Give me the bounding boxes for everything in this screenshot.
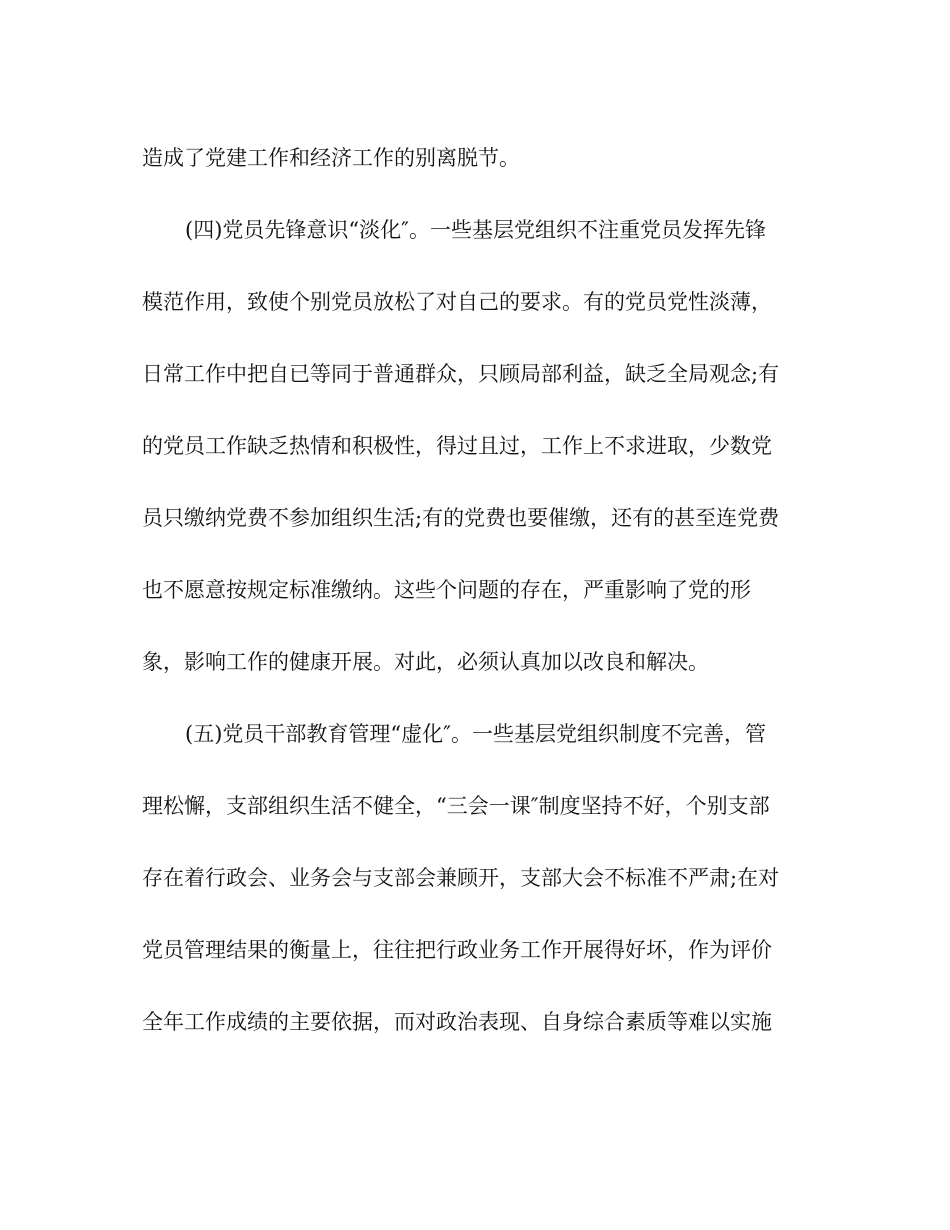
text-line-2: (四)党员先锋意识“淡化″。一些基层党组织不注重党员发挥先锋 bbox=[185, 218, 766, 242]
text-line-4: 日常工作中把自已等同于普通群众，只顾局部利益，缺乏全局观念;有 bbox=[142, 362, 780, 386]
text-line-8: 象，影响工作的健康开展。对此，必须认真加以改良和解决。 bbox=[142, 650, 709, 674]
text-line-12: 党员管理结果的衡量上，往往把行政业务工作开展得好坏，作为评价 bbox=[142, 938, 772, 962]
text-line-9: (五)党员干部教育管理“虚化″。一些基层党组织制度不完善，管 bbox=[185, 722, 766, 746]
text-line-13: 全年工作成绩的主要依据，而对政治表现、自身综合素质等难以实施 bbox=[142, 1010, 772, 1034]
text-line-10: 理松懈，支部组织生活不健全，“三会一课″制度坚持不好，个别支部 bbox=[142, 794, 770, 818]
text-line-1: 造成了党建工作和经济工作的别离脱节。 bbox=[142, 146, 520, 170]
text-line-11: 存在着行政会、业务会与支部会兼顾开，支部大会不标准不严肃;在对 bbox=[142, 866, 780, 890]
text-line-7: 也不愿意按规定标准缴纳。这些个问题的存在，严重影响了党的形 bbox=[142, 578, 751, 602]
text-line-6: 员只缴纳党费不参加组织生活;有的党费也要催缴，还有的甚至连党费 bbox=[142, 506, 780, 530]
text-line-3: 模范作用，致使个别党员放松了对自己的要求。有的党员党性淡薄， bbox=[142, 290, 772, 314]
text-line-5: 的党员工作缺乏热情和积极性，得过且过，工作上不求进取，少数党 bbox=[142, 434, 772, 458]
